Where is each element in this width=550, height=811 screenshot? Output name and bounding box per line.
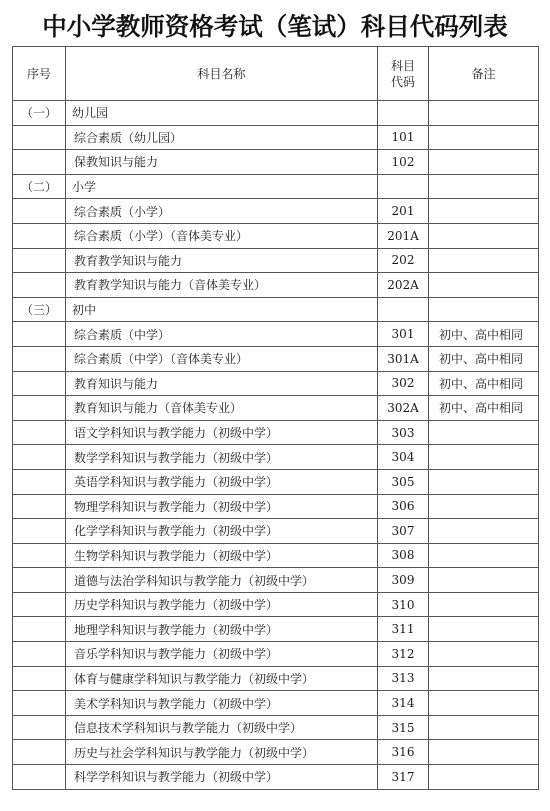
row-subject-name: 综合素质（中学） [66, 322, 378, 347]
row-subject-name: 小学 [66, 174, 378, 199]
row-seq [13, 273, 66, 298]
row-note [429, 740, 539, 765]
row-note [429, 150, 539, 175]
header-name: 科目名称 [66, 47, 378, 101]
row-seq [13, 691, 66, 716]
row-subject-code: 308 [378, 543, 429, 568]
table-section-row [13, 297, 539, 322]
table-row [13, 568, 539, 593]
header-seq: 序号 [13, 47, 66, 101]
row-seq [13, 125, 66, 150]
row-note [429, 273, 539, 298]
table-row [13, 469, 539, 494]
table-header-row [13, 47, 539, 101]
row-seq [13, 396, 66, 421]
table-row [13, 543, 539, 568]
row-subject-name: 化学学科知识与教学能力（初级中学） [66, 519, 378, 544]
row-subject-code: 310 [378, 592, 429, 617]
row-note: 初中、高中相同 [429, 371, 539, 396]
header-note: 备注 [429, 47, 539, 101]
table-row [13, 396, 539, 421]
row-subject-code: 316 [378, 740, 429, 765]
table-row [13, 519, 539, 544]
row-note [429, 691, 539, 716]
row-subject-name: 综合素质（中学）（音体美专业） [66, 346, 378, 371]
row-seq: （一） [13, 101, 66, 126]
row-subject-code: 317 [378, 765, 429, 790]
row-seq [13, 765, 66, 790]
row-seq [13, 740, 66, 765]
row-note [429, 666, 539, 691]
row-subject-code: 303 [378, 420, 429, 445]
row-note [429, 642, 539, 667]
row-subject-code: 311 [378, 617, 429, 642]
row-note [429, 101, 539, 126]
row-subject-name: 信息技术学科知识与教学能力（初级中学） [66, 715, 378, 740]
row-seq [13, 469, 66, 494]
row-seq [13, 715, 66, 740]
row-subject-code: 306 [378, 494, 429, 519]
row-subject-name: 教育知识与能力 [66, 371, 378, 396]
row-seq [13, 150, 66, 175]
row-subject-name: 道德与法治学科知识与教学能力（初级中学） [66, 568, 378, 593]
row-subject-name: 综合素质（小学） [66, 199, 378, 224]
row-seq [13, 617, 66, 642]
row-subject-code: 304 [378, 445, 429, 470]
row-note [429, 174, 539, 199]
table-row [13, 248, 539, 273]
row-subject-code [378, 297, 429, 322]
row-note [429, 592, 539, 617]
table-row [13, 322, 539, 347]
row-note [429, 715, 539, 740]
table-row [13, 223, 539, 248]
table-row [13, 445, 539, 470]
row-subject-code: 314 [378, 691, 429, 716]
table-row [13, 346, 539, 371]
row-subject-code: 202 [378, 248, 429, 273]
table-row [13, 592, 539, 617]
table-section-row [13, 101, 539, 126]
row-subject-code: 305 [378, 469, 429, 494]
row-note [429, 568, 539, 593]
row-note [429, 765, 539, 790]
row-seq [13, 199, 66, 224]
row-seq [13, 666, 66, 691]
row-seq [13, 223, 66, 248]
row-subject-code: 312 [378, 642, 429, 667]
row-subject-code: 101 [378, 125, 429, 150]
row-subject-name: 美术学科知识与教学能力（初级中学） [66, 691, 378, 716]
row-seq [13, 494, 66, 519]
row-subject-code: 201 [378, 199, 429, 224]
table-row [13, 494, 539, 519]
row-subject-code: 301A [378, 346, 429, 371]
row-note [429, 248, 539, 273]
row-subject-code: 307 [378, 519, 429, 544]
row-seq [13, 568, 66, 593]
table-row [13, 740, 539, 765]
row-subject-code [378, 101, 429, 126]
table-body [13, 101, 539, 790]
table-row [13, 150, 539, 175]
row-subject-name: 历史学科知识与教学能力（初级中学） [66, 592, 378, 617]
row-note [429, 543, 539, 568]
row-subject-name: 物理学科知识与教学能力（初级中学） [66, 494, 378, 519]
row-note [429, 199, 539, 224]
table-row [13, 420, 539, 445]
row-subject-code: 313 [378, 666, 429, 691]
table-row [13, 617, 539, 642]
row-note: 初中、高中相同 [429, 322, 539, 347]
row-seq [13, 519, 66, 544]
table-row [13, 642, 539, 667]
row-subject-name: 保教知识与能力 [66, 150, 378, 175]
row-subject-name: 体育与健康学科知识与教学能力（初级中学） [66, 666, 378, 691]
row-subject-name: 语文学科知识与教学能力（初级中学） [66, 420, 378, 445]
row-subject-code: 201A [378, 223, 429, 248]
row-note [429, 223, 539, 248]
row-note [429, 494, 539, 519]
header-code-line2: 代码 [390, 74, 415, 89]
row-subject-code [378, 174, 429, 199]
row-subject-name: 幼儿园 [66, 101, 378, 126]
row-subject-name: 综合素质（小学）（音体美专业） [66, 223, 378, 248]
row-subject-code: 301 [378, 322, 429, 347]
row-subject-code: 202A [378, 273, 429, 298]
row-subject-name: 科学学科知识与教学能力（初级中学） [66, 765, 378, 790]
row-seq: （三） [13, 297, 66, 322]
row-seq [13, 592, 66, 617]
table-row [13, 666, 539, 691]
row-note [429, 519, 539, 544]
row-seq [13, 346, 66, 371]
row-note [429, 125, 539, 150]
row-subject-name: 初中 [66, 297, 378, 322]
table-row [13, 765, 539, 790]
table-row [13, 125, 539, 150]
row-note [429, 469, 539, 494]
row-subject-code: 302A [378, 396, 429, 421]
page-title: 中小学教师资格考试（笔试）科目代码列表 [42, 12, 508, 41]
row-seq [13, 322, 66, 347]
row-subject-name: 生物学科知识与教学能力（初级中学） [66, 543, 378, 568]
row-subject-name: 历史与社会学科知识与教学能力（初级中学） [66, 740, 378, 765]
table-row [13, 691, 539, 716]
table-section-row [13, 174, 539, 199]
row-subject-name: 教育教学知识与能力（音体美专业） [66, 273, 378, 298]
row-subject-code: 309 [378, 568, 429, 593]
row-subject-name: 综合素质（幼儿园） [66, 125, 378, 150]
row-subject-code: 315 [378, 715, 429, 740]
row-note: 初中、高中相同 [429, 346, 539, 371]
row-subject-code: 102 [378, 150, 429, 175]
header-code [378, 47, 429, 101]
table-row [13, 273, 539, 298]
header-code-line1: 科目 [390, 58, 415, 73]
row-subject-name: 数学学科知识与教学能力（初级中学） [66, 445, 378, 470]
row-seq [13, 642, 66, 667]
row-subject-name: 音乐学科知识与教学能力（初级中学） [66, 642, 378, 667]
row-subject-name: 教育教学知识与能力 [66, 248, 378, 273]
row-seq [13, 420, 66, 445]
row-subject-code: 302 [378, 371, 429, 396]
row-note [429, 297, 539, 322]
row-note [429, 445, 539, 470]
table-row [13, 371, 539, 396]
table-row [13, 715, 539, 740]
row-subject-name: 教育知识与能力（音体美专业） [66, 396, 378, 421]
row-note [429, 420, 539, 445]
row-subject-name: 英语学科知识与教学能力（初级中学） [66, 469, 378, 494]
row-note: 初中、高中相同 [429, 396, 539, 421]
table-row [13, 199, 539, 224]
row-seq [13, 543, 66, 568]
row-seq [13, 445, 66, 470]
row-seq [13, 371, 66, 396]
row-seq: （二） [13, 174, 66, 199]
row-note [429, 617, 539, 642]
row-seq [13, 248, 66, 273]
subject-code-table [12, 46, 539, 790]
row-subject-name: 地理学科知识与教学能力（初级中学） [66, 617, 378, 642]
